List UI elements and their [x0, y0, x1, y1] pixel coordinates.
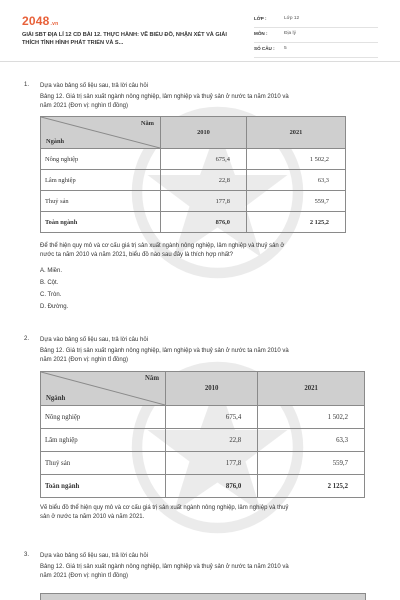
table-row — [41, 406, 365, 429]
table-header-year: 2010 — [161, 117, 247, 149]
table-header-year: 2021 — [258, 372, 365, 406]
row-label: Lâm nghiệp — [41, 429, 166, 452]
question-line: sản ở nước ta năm 2010 và năm 2021. — [40, 514, 145, 521]
site-logo[interactable] — [22, 14, 58, 28]
table-caption — [40, 563, 385, 582]
meta-panel — [254, 14, 378, 59]
answer-option-c[interactable]: C. Tròn. — [40, 292, 62, 298]
logo-suffix: .vn — [50, 21, 59, 27]
answer-option-a[interactable]: A. Miền. — [40, 268, 63, 274]
logo-main: 2048 — [22, 14, 50, 28]
table-row — [41, 191, 346, 212]
table-header-year: 2021 — [246, 117, 345, 149]
answer-option-b[interactable]: B. Cột. — [40, 280, 59, 286]
cell-value: 675,4 — [161, 149, 247, 170]
table-row-total — [41, 475, 365, 498]
question-prompt: Dựa vào bảng số liệu sau, trả lời câu hỏi — [40, 83, 149, 89]
caption-line: năm 2021 (Đơn vị: nghìn tỉ đồng) — [40, 103, 128, 110]
meta-label: MÔN : — [254, 31, 268, 36]
cell-value: 876,0 — [166, 475, 258, 498]
meta-label: SỐ CÂU : — [254, 46, 275, 51]
row-label: Nông nghiệp — [41, 149, 161, 170]
question-line: nước ta năm 2010 và năm 2021, biểu đồ nào sau đây là thích hợp nhất? — [40, 252, 234, 259]
table-corner-header — [41, 117, 161, 149]
cell-value: 22,8 — [161, 170, 247, 191]
cell-value: 63,3 — [246, 170, 345, 191]
row-label: Toàn ngành — [41, 212, 161, 233]
question-line: Vẽ biểu đồ thể hiện quy mô và cơ cấu giá trị sản xuất ngành nông nghiệp, lâm nghiệp và thuỷ — [40, 505, 289, 511]
row-label: Thuỷ sản — [41, 191, 161, 212]
question-body — [40, 504, 385, 523]
question-body — [40, 242, 385, 261]
question-prompt: Dựa vào bảng số liệu sau, trả lời câu hỏi — [40, 553, 149, 559]
data-table — [40, 371, 365, 498]
cell-value: 876,0 — [161, 212, 247, 233]
header-year-label: Năm — [140, 120, 154, 127]
table-row-total — [41, 212, 346, 233]
table-row — [41, 149, 346, 170]
cell-value: 2 125,2 — [258, 475, 365, 498]
question-number: 1. — [24, 82, 30, 88]
header-sector-label: Ngành — [46, 138, 65, 145]
meta-row-subject — [254, 29, 378, 43]
question-number: 2. — [24, 336, 30, 342]
cell-value: 1 502,2 — [246, 149, 345, 170]
meta-row-count — [254, 44, 378, 58]
table-row — [41, 452, 365, 475]
table-caption — [40, 347, 385, 366]
caption-line: Bảng 12. Giá trị sản xuất ngành nông nghiệp, lâm nghiệp và thuỷ sản ở nước ta năm 2010 và — [40, 348, 289, 354]
cell-value: 559,7 — [258, 452, 365, 475]
document-title: GIẢI SBT ĐỊA LÍ 12 CD BÀI 12. THỰC HÀNH: VẼ BIỂU ĐỒ, NHẬN XÉT VÀ GIẢI THÍCH TÌNH HÌNH PHÁT TRIỂN VÀ S... — [22, 32, 227, 46]
cell-value: 2 125,2 — [246, 212, 345, 233]
table-top-edge — [40, 593, 366, 600]
header-sector-label: Ngành — [46, 395, 66, 402]
page-header — [0, 0, 400, 62]
header-year-label: Năm — [145, 375, 159, 382]
table-corner-header — [41, 372, 166, 406]
cell-value: 559,7 — [246, 191, 345, 212]
cell-value: 1 502,2 — [258, 406, 365, 429]
meta-row-class — [254, 14, 378, 28]
meta-value: Địa lý — [284, 31, 296, 36]
row-label: Toàn ngành — [41, 475, 166, 498]
meta-label: LỚP : — [254, 16, 267, 21]
table-row — [41, 429, 365, 452]
meta-value: 5 — [284, 46, 287, 51]
caption-line: Bảng 12. Giá trị sản xuất ngành nông nghiệp, lâm nghiệp và thuỷ sản ở nước ta năm 2010 và — [40, 94, 289, 100]
cell-value: 63,3 — [258, 429, 365, 452]
row-label: Nông nghiệp — [41, 406, 166, 429]
question-prompt: Dựa vào bảng số liệu sau, trả lời câu hỏi — [40, 337, 149, 343]
question-number: 3. — [24, 552, 30, 558]
caption-line: năm 2021 (Đơn vị: nghìn tỉ đồng) — [40, 357, 128, 364]
caption-line: năm 2021 (Đơn vị: nghìn tỉ đồng) — [40, 573, 128, 580]
cell-value: 177,8 — [161, 191, 247, 212]
cell-value: 177,8 — [166, 452, 258, 475]
caption-line: Bảng 12. Giá trị sản xuất ngành nông nghiệp, lâm nghiệp và thuỷ sản ở nước ta năm 2010 và — [40, 564, 289, 570]
table-row — [41, 170, 346, 191]
table-header-year: 2010 — [166, 372, 258, 406]
meta-value: Lớp 12 — [284, 16, 300, 21]
cell-value: 22,8 — [166, 429, 258, 452]
row-label: Lâm nghiệp — [41, 170, 161, 191]
answer-option-d[interactable]: D. Đường. — [40, 304, 69, 310]
cell-value: 675,4 — [166, 406, 258, 429]
data-table — [40, 116, 346, 233]
table-caption — [40, 93, 385, 112]
question-line: Để thể hiện quy mô và cơ cấu giá trị sản xuất ngành nông nghiệp, lâm nghiệp và thuỷ sản ở — [40, 243, 285, 249]
row-label: Thuỷ sản — [41, 452, 166, 475]
